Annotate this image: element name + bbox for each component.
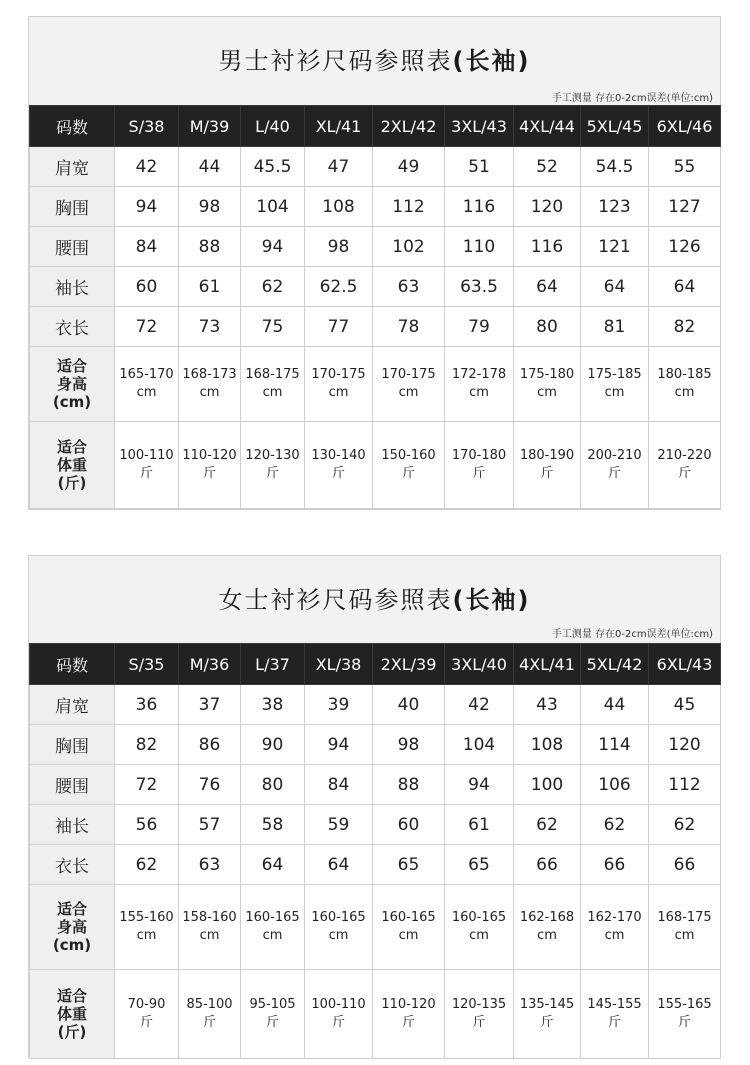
measurement-cell: 106 [581,765,649,805]
measurement-cell: 47 [305,147,373,187]
fit-range-unit: cm [398,928,419,943]
measurement-cell: 40 [373,685,445,725]
fit-range-value: 150-160 [381,448,436,463]
table-row [30,187,721,227]
measurement-cell: 94 [115,187,179,227]
measurement-cell: 49 [373,147,445,187]
size-header-cell: 4XL/41 [514,644,581,685]
fit-range-cell [305,422,373,509]
fit-range-value: 170-175 [381,367,436,382]
measurement-cell: 59 [305,805,373,845]
measurement-cell: 108 [305,187,373,227]
table-row [30,725,721,765]
fit-range-value: 180-185 [657,367,712,382]
measurement-cell: 84 [305,765,373,805]
row-label-line: 体重 [56,456,87,474]
fit-range-value: 70-90 [127,997,166,1012]
measurement-cell: 52 [514,147,581,187]
fit-range-unit: cm [328,385,349,400]
men-table-body [30,147,721,509]
women-table-body [30,685,721,1059]
measurement-cell: 42 [115,147,179,187]
measurement-cell: 37 [179,685,241,725]
fit-range-unit: cm [674,928,695,943]
measurement-cell: 64 [305,845,373,885]
fit-range-cell [373,347,445,422]
fit-range-cell [115,970,179,1059]
fit-range-value: 100-110 [311,997,366,1012]
measurement-cell: 54.5 [581,147,649,187]
men-header-row [30,106,721,147]
measurement-cell: 116 [445,187,514,227]
size-header-cell: XL/41 [305,106,373,147]
men-size-table [29,105,721,509]
fit-range-unit: 斤 [607,1015,621,1030]
fit-range-unit: cm [398,385,419,400]
size-header-cell: L/40 [241,106,305,147]
measurement-cell: 121 [581,227,649,267]
measurement-cell: 64 [514,267,581,307]
fit-range-cell [373,970,445,1059]
fit-range-cell [514,347,581,422]
row-label-line: 体重 [56,1005,87,1023]
women-size-chart [28,555,721,1058]
measurement-cell: 110 [445,227,514,267]
fit-range-value: 168-173 [182,367,237,382]
size-header-cell: L/37 [241,644,305,685]
measurement-cell: 66 [514,845,581,885]
row-label-line: 适合 [56,900,87,918]
measurement-cell: 38 [241,685,305,725]
measurement-cell: 94 [305,725,373,765]
measurement-cell: 94 [241,227,305,267]
size-header-cell: 6XL/43 [649,644,721,685]
fit-range-cell [305,970,373,1059]
measurement-cell: 104 [445,725,514,765]
measurement-cell: 120 [649,725,721,765]
fit-range-value: 162-168 [519,910,575,925]
fit-range-cell [179,970,241,1059]
fit-range-cell [241,422,305,509]
measurement-cell: 76 [179,765,241,805]
table-row [30,805,721,845]
fit-range-unit: cm [328,928,349,943]
measurement-cell: 36 [115,685,179,725]
measurement-cell: 94 [445,765,514,805]
fit-range-cell [241,347,305,422]
measurement-cell: 65 [445,845,514,885]
fit-range-unit: 斤 [677,1015,691,1030]
fit-range-value: 130-140 [311,448,366,463]
men-chart-title: 男士衬衫尺码参照表(长袖) [218,47,531,75]
fit-range-cell [445,970,514,1059]
fit-range-unit: cm [262,928,283,943]
fit-range-cell [373,422,445,509]
fit-range-value: 170-180 [451,448,507,463]
measurement-cell: 126 [649,227,721,267]
row-label [30,347,115,422]
size-header-cell: 4XL/44 [514,106,581,147]
fit-range-unit: 斤 [401,466,415,481]
size-header-cell: S/35 [115,644,179,685]
measurement-cell: 62.5 [305,267,373,307]
fit-range-value: 160-165 [381,910,436,925]
measurement-cell: 114 [581,725,649,765]
fit-range-unit: cm [469,928,489,943]
measurement-cell: 88 [373,765,445,805]
measurement-cell: 63.5 [445,267,514,307]
fit-range-unit: 斤 [472,466,486,481]
fit-range-cell [373,885,445,970]
fit-range-cell [649,885,721,970]
measurement-cell: 127 [649,187,721,227]
measurement-cell: 45 [649,685,721,725]
row-label: 肩宽 [30,147,115,187]
measurement-cell: 98 [179,187,241,227]
measurement-cell: 66 [649,845,721,885]
measurement-cell: 64 [241,845,305,885]
fit-range-unit: 斤 [202,1015,216,1030]
fit-range-value: 180-190 [519,448,575,463]
table-row [30,685,721,725]
measurement-cell: 66 [581,845,649,885]
measurement-cell: 98 [373,725,445,765]
fit-range-cell [514,422,581,509]
measurement-cell: 51 [445,147,514,187]
fit-range-value: 162-170 [587,910,642,925]
fit-range-unit: cm [604,385,625,400]
size-header-cell: 2XL/42 [373,106,445,147]
fit-range-value: 165-170 [119,367,174,382]
row-label-line: 适合 [56,357,87,375]
fit-range-value: 95-105 [249,997,296,1012]
fit-range-unit: 斤 [202,466,216,481]
row-label [30,970,115,1059]
measurement-cell: 57 [179,805,241,845]
fit-range-value: 168-175 [245,367,300,382]
row-label: 肩宽 [30,685,115,725]
fit-range-unit: cm [199,928,220,943]
row-label-line: 适合 [56,438,87,456]
measurement-cell: 44 [179,147,241,187]
measurement-cell: 64 [581,267,649,307]
measurement-cell: 116 [514,227,581,267]
row-label: 腰围 [30,227,115,267]
row-label-unit: (cm) [52,936,92,954]
table-row [30,765,721,805]
measurement-cell: 61 [445,805,514,845]
fit-height-row [30,347,721,422]
fit-range-cell [179,422,241,509]
fit-range-unit: 斤 [139,466,153,481]
size-header-cell: S/38 [115,106,179,147]
women-chart-title: 女士衬衫尺码参照表(长袖) [218,586,531,614]
measurement-cell: 84 [115,227,179,267]
measurement-cell: 78 [373,307,445,347]
fit-range-value: 210-220 [657,448,712,463]
row-label-line: 身高 [56,918,87,936]
measurement-cell: 64 [649,267,721,307]
women-measurement-note: 手工测量 存在0-2cm误差(单位:cm) [551,629,713,640]
fit-range-cell [241,970,305,1059]
fit-range-cell [514,970,581,1059]
table-row [30,147,721,187]
row-label-unit: (cm) [52,393,92,411]
fit-range-cell [115,885,179,970]
fit-range-unit: 斤 [540,1015,554,1030]
fit-range-cell [305,885,373,970]
measurement-cell: 102 [373,227,445,267]
row-label: 袖长 [30,805,115,845]
fit-range-value: 155-160 [119,910,174,925]
fit-range-cell [115,422,179,509]
row-label: 衣长 [30,307,115,347]
fit-range-value: 135-145 [519,997,575,1012]
measurement-cell: 55 [649,147,721,187]
row-label: 腰围 [30,765,115,805]
fit-range-unit: cm [537,928,557,943]
measurement-cell: 81 [581,307,649,347]
fit-range-unit: 斤 [607,466,621,481]
fit-range-cell [179,347,241,422]
fit-range-value: 200-210 [587,448,642,463]
fit-range-cell [649,422,721,509]
fit-range-unit: 斤 [331,466,345,481]
fit-range-unit: cm [199,385,220,400]
fit-range-cell [514,885,581,970]
measurement-cell: 100 [514,765,581,805]
fit-weight-row [30,970,721,1059]
fit-range-unit: 斤 [401,1015,415,1030]
measurement-cell: 63 [179,845,241,885]
fit-range-unit: 斤 [265,466,279,481]
measurement-cell: 42 [445,685,514,725]
fit-range-unit: 斤 [139,1015,153,1030]
measurement-cell: 112 [649,765,721,805]
fit-range-cell [581,422,649,509]
fit-range-value: 110-120 [182,448,237,463]
measurement-cell: 79 [445,307,514,347]
size-header-cell: 6XL/46 [649,106,721,147]
size-column-header: 码数 [30,106,115,147]
fit-range-value: 158-160 [182,910,237,925]
row-label: 衣长 [30,845,115,885]
fit-range-value: 170-175 [311,367,366,382]
fit-range-cell [179,885,241,970]
fit-range-unit: 斤 [540,466,554,481]
fit-range-cell [581,885,649,970]
measurement-cell: 77 [305,307,373,347]
women-size-table [29,643,721,1059]
fit-range-value: 160-165 [311,910,366,925]
fit-range-cell [115,347,179,422]
row-label-line: 身高 [56,375,87,393]
fit-range-value: 145-155 [587,997,642,1012]
size-header-cell: 3XL/40 [445,644,514,685]
row-label: 胸围 [30,187,115,227]
measurement-cell: 90 [241,725,305,765]
size-header-cell: XL/38 [305,644,373,685]
measurement-cell: 108 [514,725,581,765]
fit-range-unit: cm [604,928,625,943]
fit-range-value: 160-165 [451,910,507,925]
row-label-line: 适合 [56,987,87,1005]
measurement-cell: 112 [373,187,445,227]
fit-range-unit: 斤 [472,1015,486,1030]
measurement-cell: 44 [581,685,649,725]
fit-range-unit: cm [674,385,695,400]
fit-range-cell [445,347,514,422]
measurement-cell: 39 [305,685,373,725]
size-header-cell: 5XL/42 [581,644,649,685]
measurement-cell: 72 [115,307,179,347]
measurement-cell: 43 [514,685,581,725]
women-header-row [30,644,721,685]
fit-range-unit: 斤 [677,466,691,481]
measurement-cell: 45.5 [241,147,305,187]
fit-range-value: 172-178 [451,367,507,382]
measurement-cell: 62 [241,267,305,307]
size-column-header: 码数 [30,644,115,685]
fit-range-unit: 斤 [265,1015,279,1030]
measurement-cell: 80 [514,307,581,347]
measurement-cell: 80 [241,765,305,805]
fit-range-value: 120-135 [451,997,507,1012]
table-row [30,267,721,307]
fit-range-cell [445,422,514,509]
fit-range-unit: cm [136,385,157,400]
measurement-cell: 72 [115,765,179,805]
fit-range-cell [581,347,649,422]
fit-range-value: 120-130 [245,448,300,463]
measurement-cell: 98 [305,227,373,267]
fit-range-cell [445,885,514,970]
measurement-cell: 86 [179,725,241,765]
measurement-cell: 65 [373,845,445,885]
row-label: 袖长 [30,267,115,307]
size-header-cell: 5XL/45 [581,106,649,147]
fit-range-unit: cm [136,928,157,943]
fit-range-unit: cm [537,385,557,400]
fit-range-unit: 斤 [331,1015,345,1030]
size-header-cell: 3XL/43 [445,106,514,147]
measurement-cell: 82 [649,307,721,347]
measurement-cell: 82 [115,725,179,765]
fit-range-value: 155-165 [657,997,712,1012]
men-size-chart [28,16,721,510]
table-row [30,307,721,347]
measurement-cell: 75 [241,307,305,347]
measurement-cell: 62 [115,845,179,885]
size-header-cell: M/39 [179,106,241,147]
row-label [30,885,115,970]
measurement-cell: 58 [241,805,305,845]
measurement-cell: 62 [581,805,649,845]
measurement-cell: 63 [373,267,445,307]
fit-range-value: 175-185 [587,367,642,382]
fit-range-value: 110-120 [381,997,436,1012]
table-row [30,845,721,885]
fit-range-value: 160-165 [245,910,300,925]
fit-height-row [30,885,721,970]
measurement-cell: 120 [514,187,581,227]
measurement-cell: 62 [649,805,721,845]
fit-range-cell [649,347,721,422]
men-measurement-note: 手工测量 存在0-2cm误差(单位:cm) [551,93,713,104]
fit-range-cell [581,970,649,1059]
measurement-cell: 123 [581,187,649,227]
fit-range-cell [241,885,305,970]
measurement-cell: 73 [179,307,241,347]
size-header-cell: 2XL/39 [373,644,445,685]
fit-range-value: 100-110 [119,448,174,463]
measurement-cell: 62 [514,805,581,845]
measurement-cell: 61 [179,267,241,307]
fit-range-unit: cm [469,385,489,400]
fit-weight-row [30,422,721,509]
measurement-cell: 88 [179,227,241,267]
measurement-cell: 56 [115,805,179,845]
fit-range-cell [649,970,721,1059]
row-label: 胸围 [30,725,115,765]
fit-range-value: 175-180 [519,367,575,382]
fit-range-unit: cm [262,385,283,400]
table-row [30,227,721,267]
fit-range-value: 168-175 [657,910,712,925]
fit-range-value: 85-100 [186,997,233,1012]
measurement-cell: 104 [241,187,305,227]
row-label-unit: (斤) [57,1023,87,1041]
measurement-cell: 60 [115,267,179,307]
row-label [30,422,115,509]
row-label-unit: (斤) [57,474,87,492]
fit-range-cell [305,347,373,422]
measurement-cell: 60 [373,805,445,845]
size-header-cell: M/36 [179,644,241,685]
